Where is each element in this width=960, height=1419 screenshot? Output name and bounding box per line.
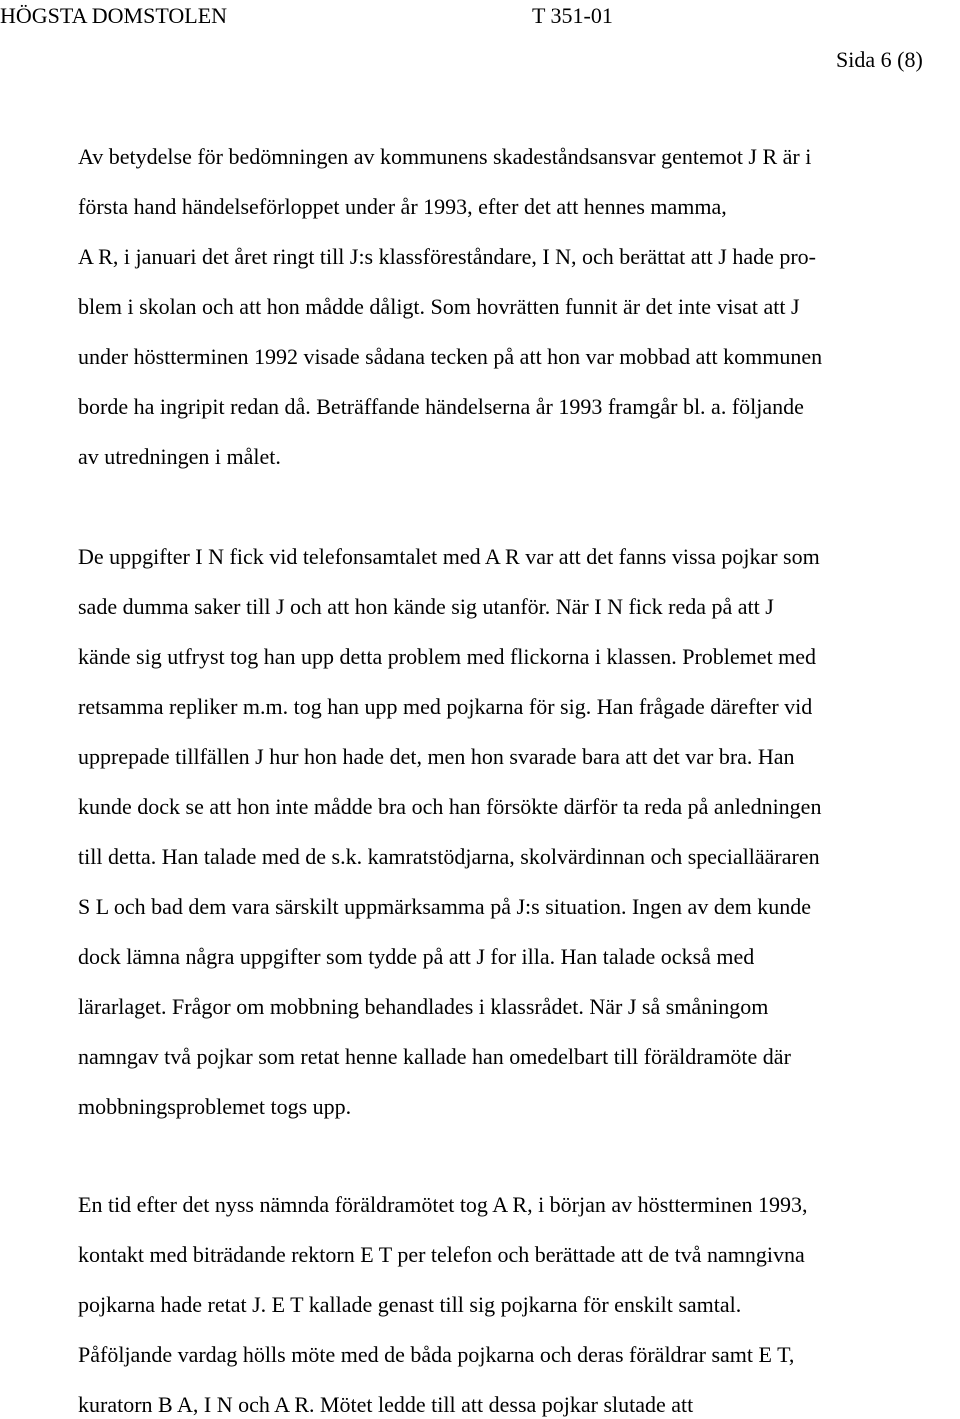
text-line: A R, i januari det året ringt till J:s klassföreståndare, I N, och berättat att J hade pro-: [78, 244, 816, 269]
text-line: mobbningsproblemet togs upp.: [78, 1094, 352, 1119]
text-line: blem i skolan och att hon mådde dåligt. Som hovrätten funnit är det inte visat att J: [78, 294, 800, 319]
text-line: kände sig utfryst tog han upp detta problem med flickorna i klassen. Problemet med: [78, 644, 817, 669]
text-line: sade dumma saker till J och att hon kände sig utanför. När I N fick reda på att J: [78, 594, 774, 619]
text-line: lärarlaget. Frågor om mobbning behandlades i klassrådet. När J så småningom: [78, 994, 769, 1019]
text-line: dock lämna några uppgifter som tydde på att J for illa. Han talade också med: [78, 944, 755, 969]
text-line: kontakt med biträdande rektorn E T per telefon och berättade att de två namngivna: [78, 1242, 805, 1267]
text-line: Av betydelse för bedömningen av kommunens skadeståndsansvar gentemot J R är i: [78, 144, 812, 169]
text-line: Påföljande vardag hölls möte med de båda pojkarna och deras föräldrar samt E T,: [78, 1342, 795, 1367]
court-name: HÖGSTA DOMSTOLEN: [0, 3, 228, 28]
case-number: T 351-01: [532, 3, 613, 28]
text-line: till detta. Han talade med de s.k. kamratstödjarna, skolvärdinnan och speciallääraren: [78, 844, 820, 869]
page-number: Sida 6 (8): [836, 47, 923, 72]
text-line: första hand händelseförloppet under år 1993, efter det att hennes mamma,: [78, 194, 727, 219]
text-line: retsamma repliker m.m. tog han upp med pojkarna för sig. Han frågade därefter vid: [78, 694, 813, 719]
text-line: pojkarna hade retat J. E T kallade genast till sig pojkarna för enskilt samtal.: [78, 1292, 742, 1317]
text-line: under höstterminen 1992 visade sådana tecken på att hon var mobbad att kommunen: [78, 344, 823, 369]
text-line: kuratorn B A, I N och A R. Mötet ledde till att dessa pojkar slutade att: [78, 1392, 694, 1417]
text-line: S L och bad dem vara särskilt uppmärksamma på J:s situation. Ingen av dem kunde: [78, 894, 811, 919]
text-line: upprepade tillfällen J hur hon hade det, men hon svarade bara att det var bra. Han: [78, 744, 795, 769]
text-line: De uppgifter I N fick vid telefonsamtalet med A R var att det fanns vissa pojkar som: [78, 544, 820, 569]
text-line: namngav två pojkar som retat henne kallade han omedelbart till föräldramöte där: [78, 1044, 791, 1069]
text-line: borde ha ingripit redan då. Beträffande händelserna år 1993 framgår bl. a. följande: [78, 394, 804, 419]
text-line: av utredningen i målet.: [78, 444, 281, 469]
text-line: En tid efter det nyss nämnda föräldramötet tog A R, i början av höstterminen 1993,: [78, 1192, 808, 1217]
text-line: kunde dock se att hon inte mådde bra och han försökte därför ta reda på anledningen: [78, 794, 822, 819]
